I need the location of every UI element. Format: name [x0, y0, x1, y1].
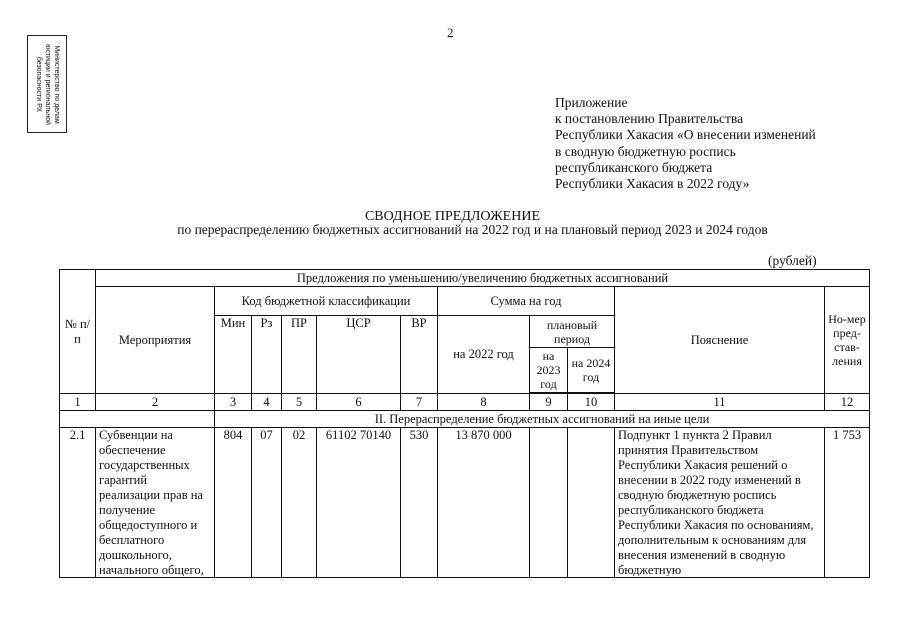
appendix-line: Приложение: [555, 95, 628, 110]
row-2022: 13 870 000: [438, 428, 530, 578]
col-number: 5: [282, 394, 317, 411]
col-number: 8: [438, 394, 530, 411]
registration-stamp: [27, 35, 67, 133]
document-title: СВОДНОЕ ПРЕДЛОЖЕНИЕ: [364, 209, 541, 224]
header-min: Мин: [215, 316, 252, 394]
units-label: (рублей): [768, 253, 817, 268]
row-csr: 61102 70140: [317, 428, 401, 578]
header-num: № п/п: [60, 270, 96, 394]
appendix-line: Республики Хакасия «О внесении изменений: [555, 127, 816, 143]
header-event: Мероприятия: [96, 287, 215, 394]
document-subtitle: по перераспределению бюджетных ассигнований на 2022 год и на плановый период 2023 и 2024 годов: [177, 222, 768, 237]
header-explanation: Пояснение: [615, 287, 825, 394]
table-row: [60, 428, 870, 578]
stamp-line: юстиции и региональной: [43, 43, 51, 125]
header-csr: ЦСР: [317, 316, 401, 394]
header-sum: Сумма на год: [438, 287, 615, 316]
header-vr: ВР: [401, 316, 438, 394]
row-vr: 530: [401, 428, 438, 578]
stamp-line: Министерство по делам: [52, 44, 60, 124]
row-pr: 02: [282, 428, 317, 578]
page-number: 2: [447, 25, 454, 40]
stamp-line: безопасности РХ: [34, 56, 42, 112]
appendix-line: республиканского бюджета: [555, 159, 713, 175]
header-proposals: Предложения по уменьшению/увеличению бюджетных ассигнований: [96, 270, 870, 287]
row-2023: [530, 428, 568, 578]
budget-table: [59, 269, 870, 578]
header-2022: на 2022 год: [438, 316, 530, 394]
header-pr: ПР: [282, 316, 317, 394]
header-2023: на 2023 год: [530, 348, 568, 393]
col-number: 6: [317, 394, 401, 411]
row-explanation: Подпункт 1 пункта 2 Правил принятия Правительством Республики Хакасия решений о внесении в 2022 году изменений в сводную бюджетную роспись республиканского бюджета Республики Хакасия по основаниям, дополнительным к основаниям для внесения изменений в сводную бюджетную: [618, 428, 814, 576]
header-code: Код бюджетной классификации: [215, 287, 438, 316]
col-number: 12: [825, 394, 870, 411]
header-planned: плановый период: [530, 316, 615, 348]
col-number: 3: [215, 394, 252, 411]
row-2024: [568, 428, 615, 578]
row-event: Субвенции на обеспечение государственных гарантий реализации прав на получение общедоступного и бесплатного дошкольного, начального общего,: [99, 428, 204, 576]
header-2024: на 2024 год: [568, 348, 615, 393]
row-number: 1 753: [825, 428, 870, 578]
appendix-line: к постановлению Правительства: [555, 111, 744, 127]
section-title: II. Перераспределение бюджетных ассигнований на иные цели: [215, 411, 870, 428]
col-number: 10: [568, 394, 615, 411]
col-number: 1: [60, 394, 96, 411]
appendix-line: в сводную бюджетную роспись: [555, 143, 736, 159]
row-num: 2.1: [69, 428, 86, 442]
row-min: 804: [215, 428, 252, 578]
header-rz: Рз: [252, 316, 282, 394]
appendix-line: Республики Хакасия в 2022 году»: [555, 176, 750, 192]
row-rz: 07: [252, 428, 282, 578]
col-number: 7: [401, 394, 438, 411]
col-number: 2: [96, 394, 215, 411]
col-number: 9: [530, 394, 568, 411]
col-number: 4: [252, 394, 282, 411]
header-number: Но-мер пред-став-ления: [825, 287, 870, 394]
appendix-note: [555, 95, 816, 192]
col-number: 11: [615, 394, 825, 411]
